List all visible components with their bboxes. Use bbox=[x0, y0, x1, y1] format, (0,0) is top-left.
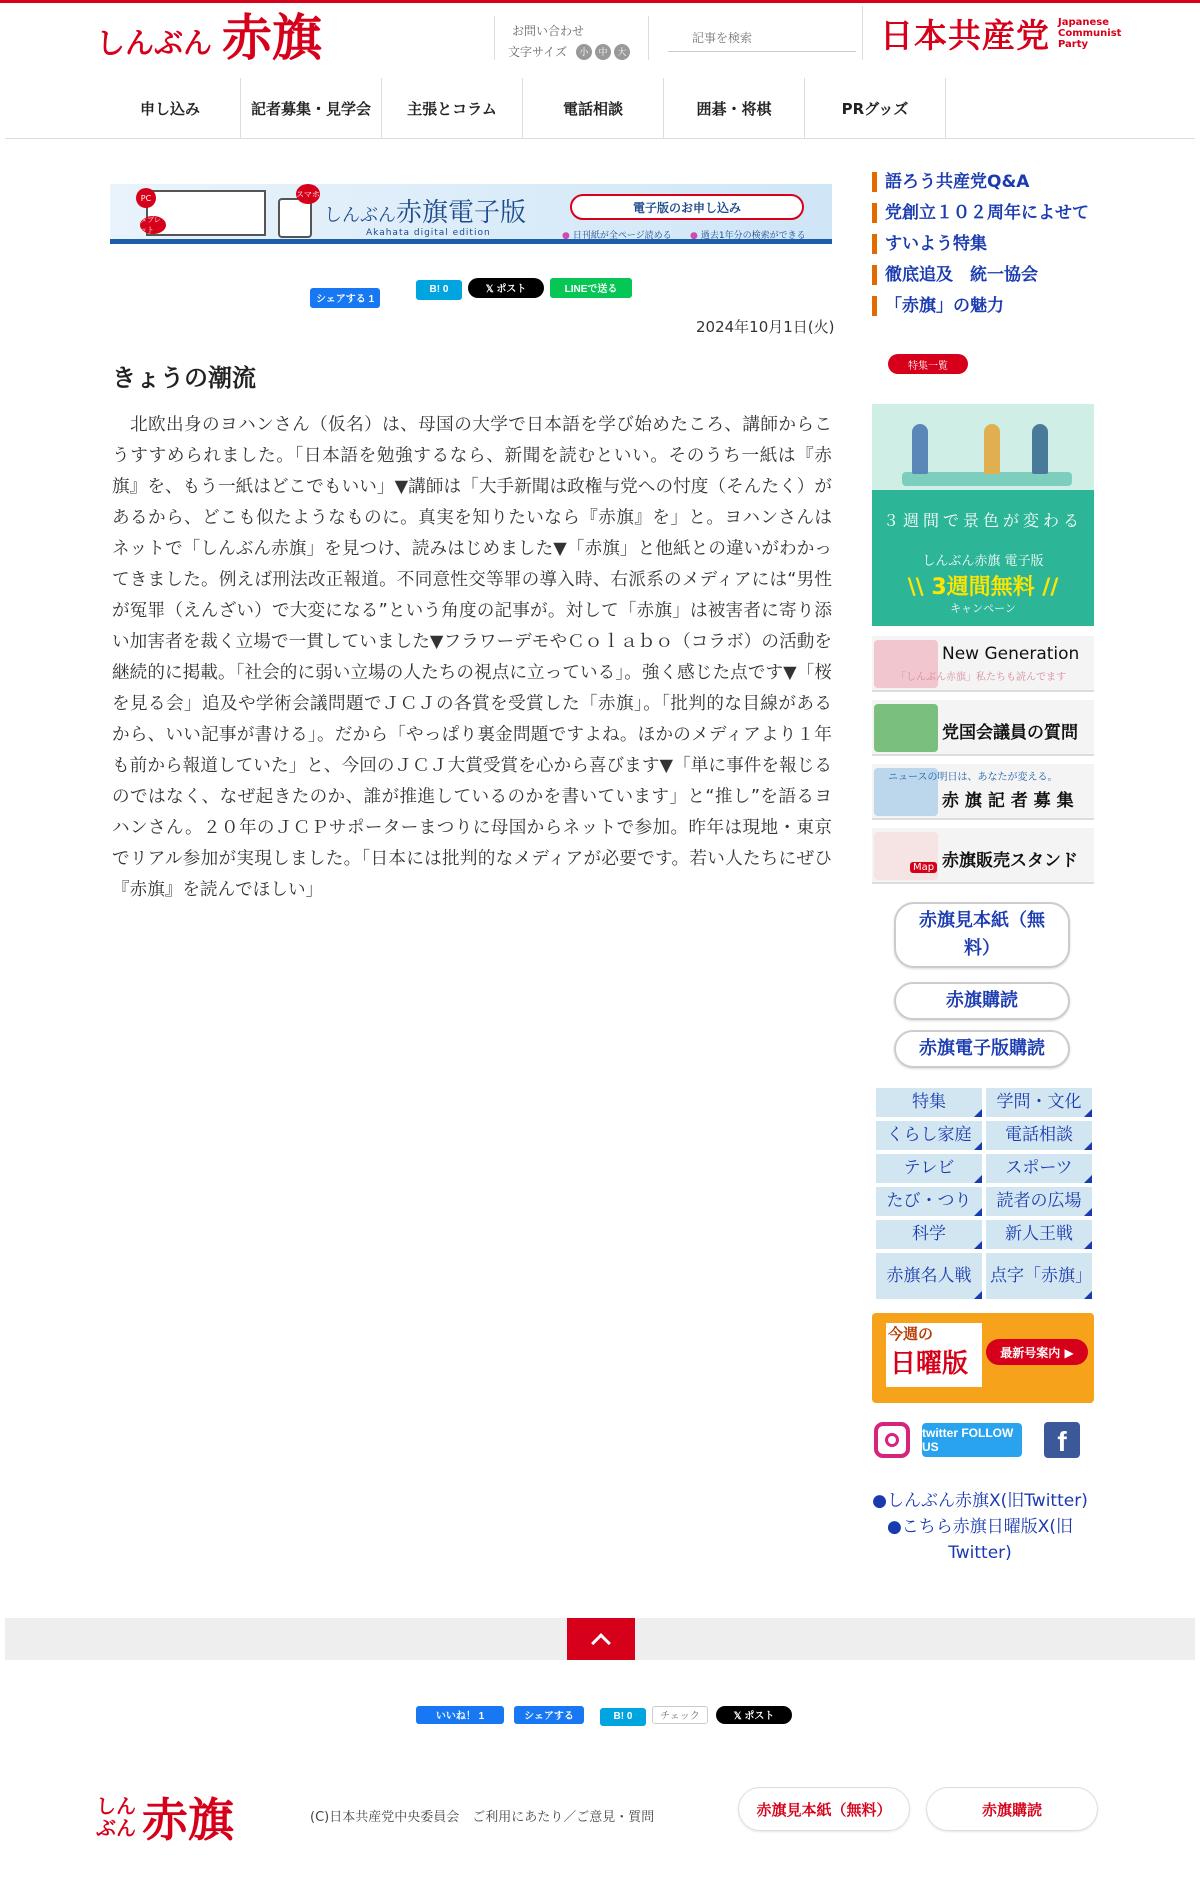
share-facebook-button[interactable] bbox=[310, 287, 380, 308]
bullet-bar bbox=[872, 296, 877, 316]
person-illustration bbox=[984, 424, 1000, 474]
share-line-button[interactable] bbox=[550, 277, 632, 298]
party-en-line: Party bbox=[1058, 39, 1089, 50]
share-hatena-button[interactable] bbox=[416, 277, 462, 300]
party-en-line: Communist bbox=[1058, 28, 1122, 39]
font-size-control bbox=[508, 43, 630, 60]
subscribe-button[interactable]: 赤旗購読 bbox=[894, 982, 1070, 1020]
article-date: 2024年10月1日(火) bbox=[696, 318, 835, 336]
x-link-akahata[interactable]: ●しんぶん赤旗X(旧Twitter) bbox=[872, 1491, 1088, 1511]
copyright-text: (C)日本共産党中央委員会 ご利用にあたり／ご意見・質問 bbox=[310, 1810, 655, 1825]
campaign-label: キャンペーン bbox=[950, 602, 1016, 615]
new-generation-label: New Generation bbox=[942, 644, 1080, 664]
banner-feature: ● 日刊紙が全ページ読める bbox=[562, 228, 672, 241]
banner-feature: ● 過去1年分の検索ができる bbox=[690, 228, 806, 241]
sales-stand-label: 赤旗販売スタンド bbox=[942, 851, 1078, 871]
diet-questions-label: 党国会議員の質問 bbox=[942, 723, 1078, 743]
nav-item-pr-goods[interactable]: PRグッズ bbox=[805, 78, 946, 138]
header-separator bbox=[862, 6, 863, 60]
x-links bbox=[864, 1488, 1096, 1566]
category-link[interactable]: 点字「赤旗」 bbox=[986, 1253, 1092, 1299]
font-size-label: 文字サイズ bbox=[508, 45, 568, 59]
nav-item-phone[interactable]: 電話相談 bbox=[523, 78, 664, 138]
share-line-label: LINEで送る bbox=[550, 278, 632, 298]
sns-links bbox=[872, 1422, 1080, 1458]
header-separator bbox=[648, 16, 649, 60]
party-en-line: Japanese bbox=[1058, 17, 1110, 28]
category-link[interactable]: 電話相談 bbox=[986, 1121, 1092, 1150]
instagram-icon[interactable] bbox=[874, 1422, 910, 1458]
share-x-bottom-button[interactable] bbox=[716, 1704, 792, 1724]
reporter-recruit-label: 赤 旗 記 者 募 集 bbox=[942, 791, 1074, 811]
category-link[interactable]: 赤旗名人戦 bbox=[876, 1253, 982, 1299]
category-link[interactable]: 学問・文化 bbox=[986, 1088, 1092, 1117]
footer-logo[interactable] bbox=[96, 1784, 234, 1850]
bullet-bar bbox=[872, 203, 877, 223]
new-generation-small: 「しんぶん赤旗」私たちも読んでます bbox=[896, 672, 1066, 683]
share-facebook-label: シェアする 1 bbox=[310, 288, 380, 308]
sidebar-link-akahata-charm[interactable] bbox=[872, 296, 1094, 317]
facebook-icon[interactable]: f bbox=[1044, 1422, 1080, 1458]
banner-title-main: 赤旗電子版 bbox=[396, 198, 527, 228]
bullet-bar bbox=[872, 265, 877, 285]
sunday-latest-button[interactable]: 最新号案内 ▶ bbox=[986, 1339, 1088, 1365]
category-link[interactable]: 特集 bbox=[876, 1088, 982, 1117]
sidebar-link-label: すいよう特集 bbox=[885, 234, 987, 254]
sunday-title: 日曜版 bbox=[890, 1349, 969, 1379]
nav-item-opinion[interactable]: 主張とコラム bbox=[382, 78, 523, 138]
sidebar-link-anniversary[interactable] bbox=[872, 203, 1094, 224]
nav-item-apply[interactable]: 申し込み bbox=[100, 78, 241, 138]
map-badge: Map bbox=[910, 862, 937, 873]
page-top-button[interactable] bbox=[567, 1618, 635, 1660]
article-body: 北欧出身のヨハンさん（仮名）は、母国の大学で日本語を学び始めたころ、講師からこうすすめられました。「日本語を勉強するなら、新聞を読むといい。そのうち一紙は『赤旗』を、もう一紙はどこでもいい」▼講師は「大手新聞は政権与党への忖度（そんたく）があるから、どこも似たようなものに。真実を知りたいなら『赤旗』を」と。ヨハンさんはネットで「しんぶん赤旗」を見つけ、読みはじめました▼「赤旗」と他紙との違いがわかってきました。例えば刑法改正報道。不同意性交等罪の導入時、右派系のメディアには“男性が冤罪（えんざい）で大変になる”という角度の記事が。対して「赤旗」は被害者に寄り添い加害者を裁く立場で一貫していました▼フラワーデモやＣｏｌａｂｏ（コラボ）の活動を継続的に掲載。「社会的に弱い立場の人たちの視点に立っている」。強く感じた点です▼「桜を見る会」追及や学術会議問題でＪＣＪの各賞を受賞した「赤旗」。「批判的な目線があるから、いい記事が書ける」。だから「やっぱり裏金問題ですよね。ほかのメディアより１年も前から報道していた」と、今回のＪＣＪ大賞受賞を心から喜びます▼「単に事件を報じるのではなく、なぜ起きたのか、誰が推進しているのかを書いています」と“推し”を語るヨハンさん。２０年のＪＣＰサポーターまつりに母国からネットで参加。昨年は現地・東京でリアル参加が実現しました。「日本には批判的なメディアが必要です。若い人たちにぜひ『赤旗』を読んでほしい」 bbox=[112, 415, 832, 900]
bullet-bar bbox=[872, 234, 877, 254]
top-accent-line bbox=[0, 0, 1200, 3]
like-button[interactable] bbox=[416, 1704, 504, 1724]
category-link[interactable]: 科学 bbox=[876, 1220, 982, 1249]
bullet-bar bbox=[872, 172, 877, 192]
share-facebook-bottom-button[interactable] bbox=[514, 1704, 584, 1724]
sidebar-link-wednesday[interactable] bbox=[872, 234, 1094, 255]
diet-questions-banner[interactable] bbox=[872, 700, 1094, 756]
campaign-offer: \\ 3週間無料 // bbox=[907, 575, 1059, 600]
sales-stand-banner[interactable] bbox=[872, 828, 1094, 884]
digital-edition-banner[interactable] bbox=[110, 184, 832, 244]
sidebar-link-label: 語ろう共産党Q&A bbox=[885, 172, 1030, 192]
sidebar-link-label: 「赤旗」の魅力 bbox=[885, 296, 1004, 316]
nav-divider bbox=[5, 138, 1195, 139]
x-post-label: 𝕏 ポスト bbox=[716, 1706, 792, 1724]
x-link-sunday[interactable]: ●こちら赤旗日曜版X(旧Twitter) bbox=[886, 1517, 1074, 1563]
party-name: 日本共産党 bbox=[880, 16, 1050, 55]
sidebar-link-unification-church[interactable] bbox=[872, 265, 1094, 286]
logo-kana: しんぶん bbox=[96, 26, 213, 60]
sidebar-link-label: 徹底追及 統一協会 bbox=[885, 265, 1038, 285]
contact-link[interactable]: お問い合わせ bbox=[512, 24, 585, 38]
sample-paper-button[interactable]: 赤旗見本紙（無料） bbox=[894, 902, 1070, 968]
mixi-check-button[interactable] bbox=[652, 1704, 708, 1724]
share-x-button[interactable] bbox=[468, 277, 544, 298]
article-title: きょうの潮流 bbox=[112, 364, 256, 392]
footer-sample-button[interactable]: 赤旗見本紙（無料） bbox=[738, 1787, 910, 1831]
person-illustration bbox=[1032, 424, 1048, 474]
party-name-en bbox=[1058, 17, 1121, 50]
sunday-edition-banner[interactable] bbox=[872, 1313, 1094, 1403]
phone-illustration bbox=[278, 198, 312, 238]
sidebar-link-label: 党創立１０２周年によせて bbox=[885, 203, 1089, 223]
digital-subscribe-button[interactable]: 赤旗電子版購読 bbox=[894, 1030, 1070, 1068]
logo-kanji: 赤旗 bbox=[222, 8, 323, 67]
share-hatena-label: B! 0 bbox=[416, 280, 462, 300]
share-x-label: 𝕏 ポスト bbox=[468, 278, 544, 298]
pc-badge: PC bbox=[136, 188, 156, 208]
category-link[interactable]: くらし家庭 bbox=[876, 1121, 982, 1150]
font-size-medium-button[interactable]: 中 bbox=[595, 44, 611, 60]
banner-title bbox=[324, 192, 526, 229]
person-illustration bbox=[912, 424, 928, 474]
sunday-week-label: 今週の bbox=[888, 1325, 934, 1343]
footer-subscribe-button[interactable]: 赤旗購読 bbox=[926, 1787, 1098, 1831]
category-grid bbox=[876, 1088, 1092, 1299]
reporter-recruit-banner[interactable] bbox=[872, 764, 1094, 820]
nav-item-recruit[interactable]: 記者募集・見学会 bbox=[241, 78, 382, 138]
twitter-follow-button[interactable]: twitter FOLLOW US bbox=[922, 1423, 1022, 1457]
feature-list-button[interactable]: 特集一覧 bbox=[888, 354, 968, 374]
banner-title-small: しんぶん bbox=[324, 205, 396, 226]
category-link[interactable]: 読者の広場 bbox=[986, 1187, 1092, 1216]
footer-logo-kana: しんぶん bbox=[96, 1794, 136, 1840]
chevron-up-icon bbox=[591, 1633, 611, 1653]
tablet-badge: タブレット bbox=[140, 216, 166, 234]
diet-building-thumb bbox=[874, 704, 938, 752]
sidebar-feature-links bbox=[872, 172, 1094, 327]
campaign-headline: ３週間で景色が変わる bbox=[882, 511, 1083, 530]
site-logo[interactable] bbox=[96, 6, 322, 68]
header-separator bbox=[494, 16, 495, 60]
share-hatena-bottom-button[interactable] bbox=[600, 1704, 646, 1726]
footer-logo-kanji: 赤旗 bbox=[142, 1793, 234, 1847]
banner-subtitle: Akahata digital edition bbox=[366, 228, 491, 238]
font-size-large-button[interactable]: 大 bbox=[614, 44, 630, 60]
phone-badge: スマホ bbox=[296, 184, 320, 204]
campaign-banner[interactable] bbox=[872, 404, 1094, 626]
check-label: チェック bbox=[652, 1706, 708, 1724]
like-label: いいね！ 1 bbox=[416, 1706, 504, 1724]
category-link[interactable]: スポーツ bbox=[986, 1154, 1092, 1183]
nav-item-go-shogi[interactable]: 囲碁・将棋 bbox=[664, 78, 805, 138]
jcp-logo[interactable] bbox=[880, 10, 1121, 57]
share-label: シェアする bbox=[514, 1706, 584, 1724]
reporter-recruit-small: ニュースの明日は、あなたが変える。 bbox=[888, 772, 1058, 783]
digital-apply-button[interactable]: 電子版のお申し込み bbox=[570, 194, 804, 220]
search-input[interactable] bbox=[668, 24, 856, 52]
new-generation-banner[interactable] bbox=[872, 636, 1094, 692]
category-link[interactable]: 新人王戦 bbox=[986, 1220, 1092, 1249]
font-size-small-button[interactable]: 小 bbox=[576, 44, 592, 60]
category-link[interactable]: たび・つり bbox=[876, 1187, 982, 1216]
main-nav bbox=[100, 78, 946, 138]
hatena-label: B! 0 bbox=[600, 1708, 646, 1726]
category-link[interactable]: テレビ bbox=[876, 1154, 982, 1183]
train-seat bbox=[902, 472, 1072, 486]
sidebar-link-qa[interactable] bbox=[872, 172, 1094, 193]
campaign-product: しんぶん赤旗 電子版 bbox=[922, 554, 1044, 569]
